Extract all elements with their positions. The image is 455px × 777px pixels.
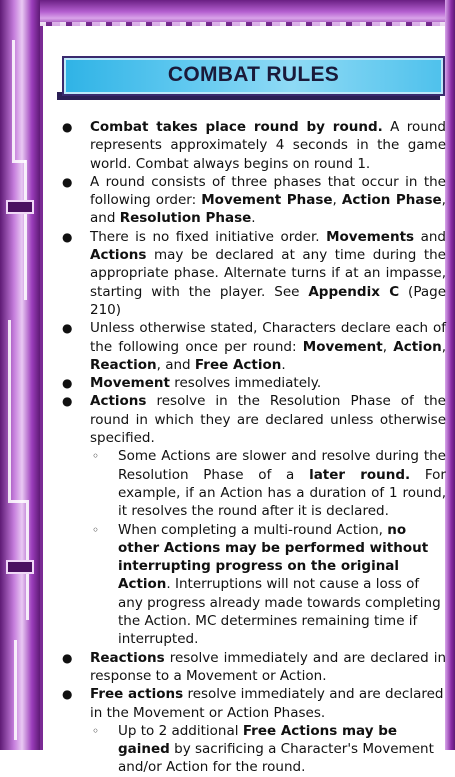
rule-emphasis: Movements	[326, 228, 415, 245]
rule-emphasis: Actions	[90, 393, 147, 410]
title-banner	[62, 56, 445, 96]
rule-emphasis: Reaction	[90, 356, 157, 373]
sub-item-multi-round	[90, 521, 446, 649]
rule-text: .	[281, 356, 286, 373]
rule-emphasis: Movement Phase	[201, 192, 333, 209]
rule-text: . Interruptions will not cause a loss of any progress already made towards completing the Action. MC determines remaining time if interrupted.	[118, 576, 441, 648]
rule-text: Some Actions are slower and resolve during the Resolution Phase of a	[118, 448, 446, 483]
rule-emphasis: Movement	[302, 338, 383, 355]
rule-text: A round represents approximately 4 seconds in the game world. Combat always begins on round 1.	[90, 119, 447, 172]
rule-text: ,	[441, 338, 446, 355]
frame-inner-edge	[40, 26, 43, 750]
rule-emphasis: Action	[393, 338, 442, 355]
rule-item-actions	[58, 392, 446, 648]
rule-text: , and	[90, 192, 446, 227]
rule-emphasis: Free Action	[194, 356, 282, 373]
rule-text: Up to 2 additional	[118, 722, 243, 739]
actions-sublist	[90, 447, 446, 648]
rule-text: and	[414, 228, 446, 245]
rule-text: by sacrificing a Character's Movement and/or Action for the round.	[118, 741, 434, 776]
left-frame-border	[0, 0, 40, 750]
appendix-reference: Appendix C	[308, 283, 400, 300]
rule-text: ,	[332, 192, 342, 209]
rule-emphasis: later round.	[309, 466, 411, 483]
rule-emphasis: Free actions	[90, 686, 184, 703]
rule-text: When completing a multi-round Action,	[118, 521, 388, 538]
rules-content	[58, 118, 446, 777]
rule-emphasis: Free Actions may be gained	[118, 722, 398, 758]
rule-item-combat-rounds	[58, 118, 446, 173]
free-actions-sublist	[90, 722, 446, 777]
sub-item-slow-actions	[90, 447, 446, 520]
rule-emphasis: Movement	[90, 375, 170, 392]
rule-item-initiative	[58, 228, 446, 319]
rule-text: resolve in the Resolution Phase of the round in which they are declared unless otherwise specified.	[90, 393, 446, 447]
rule-emphasis: no other Actions may be performed without interrupting progress on the original Action	[118, 521, 429, 593]
rule-text: may be declared at any time during the appropriate phase. Alternate turns if at an impasse, starting with the player. See	[90, 247, 446, 300]
rule-text: resolve immediately and are declared in the Movement or Action Phases.	[90, 686, 444, 721]
rule-emphasis: Actions	[90, 247, 147, 264]
rule-emphasis: Resolution Phase	[119, 210, 252, 227]
rule-text: For example, if an Action has a duration of 1 round, it resolves the round after it is declared.	[118, 466, 446, 520]
rule-emphasis: Combat takes place round by round.	[90, 119, 383, 135]
right-frame-border	[445, 0, 455, 750]
rule-text: resolves immediately.	[169, 375, 322, 392]
rule-text: ,	[382, 338, 394, 355]
rules-list	[58, 118, 446, 777]
rule-text: , and	[156, 356, 195, 373]
sub-item-extra-free-actions	[90, 722, 446, 777]
rule-text: There is no fixed initiative order.	[90, 228, 327, 245]
rule-item-movement	[58, 374, 446, 392]
rule-text: (Page 210)	[90, 283, 447, 318]
rule-item-phases	[58, 173, 446, 228]
rule-emphasis: Action Phase	[341, 192, 442, 209]
rule-item-free-actions	[58, 685, 446, 776]
rule-text: .	[251, 210, 256, 227]
rule-text: resolve immediately and are declared in response to a Movement or Action.	[90, 649, 446, 684]
rule-item-declarations	[58, 319, 446, 374]
rule-text: A round consists of three phases that occur in the following order:	[90, 173, 446, 209]
top-frame-border	[0, 0, 455, 26]
page-title: COMBAT RULES	[167, 63, 340, 86]
rule-emphasis: Reactions	[90, 649, 165, 666]
rule-item-reactions	[58, 649, 446, 686]
rule-text: Unless otherwise stated, Characters declare each of the following once per round:	[90, 320, 446, 355]
